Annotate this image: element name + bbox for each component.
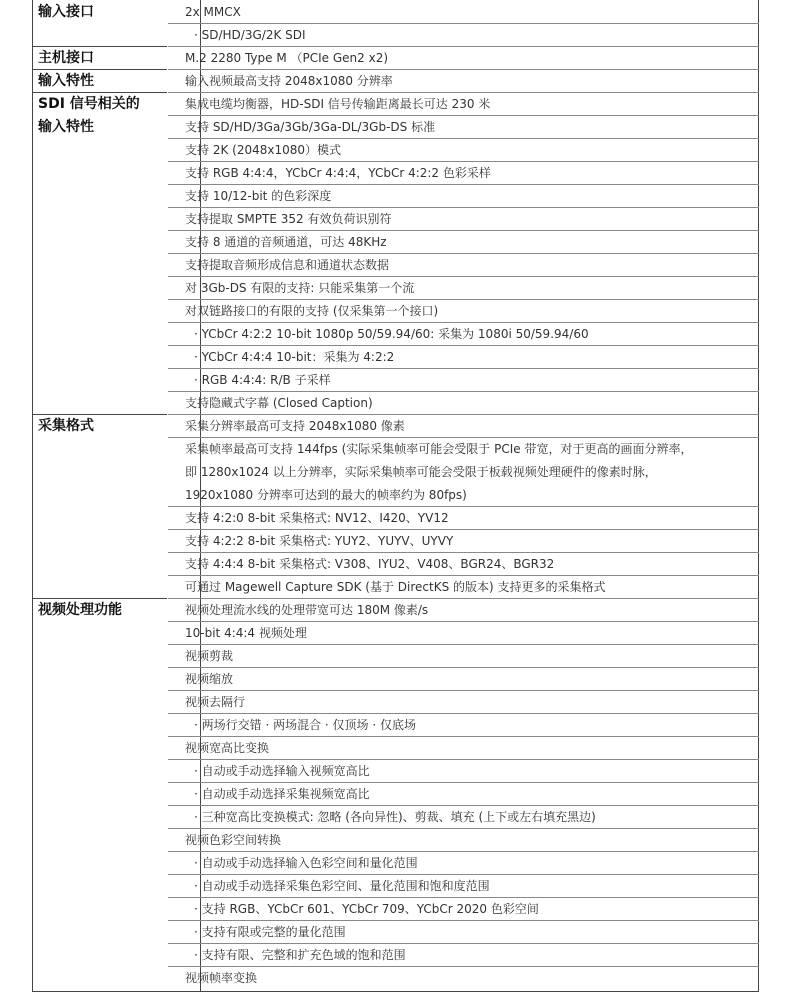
spec-value-row (168, 208, 759, 231)
spec-value-row (168, 553, 759, 576)
spec-value-row (168, 254, 759, 277)
spec-value-line: 视频宽高比变换 (185, 741, 270, 755)
spec-label (32, 70, 167, 93)
spec-value-line: 对 3Gb-DS 有限的支持: 只能采集第一个流 (185, 281, 415, 295)
spec-value-line: 2x MMCX (185, 5, 241, 19)
spec-label-line: SDI 信号相关的 (38, 96, 140, 112)
spec-label-line: 主机接口 (38, 50, 94, 66)
spec-value-line: 支持 2K (2048x1080）模式 (185, 143, 341, 157)
spec-label-line: 输入特性 (38, 73, 94, 89)
spec-value-row (168, 760, 759, 783)
spec-value-row (168, 24, 759, 47)
spec-value-row (168, 829, 759, 852)
spec-value-line: · 支持 RGB、YCbCr 601、YCbCr 709、YCbCr 2020 色彩空间 (194, 902, 539, 916)
spec-label (32, 599, 167, 990)
spec-value-row (168, 622, 759, 645)
spec-value-row (168, 369, 759, 392)
spec-value-line: 对双链路接口的有限的支持 (仅采集第一个接口) (185, 304, 439, 318)
spec-value-row (168, 162, 759, 185)
spec-value-line: 支持 4:4:4 8-bit 采集格式: V308、IYU2、V408、BGR24、BGR32 (185, 557, 555, 571)
spec-value-line: 视频处理流水线的处理带宽可达 180M 像素/s (185, 603, 429, 617)
spec-value-line: · 两场行交错 · 两场混合 · 仅顶场 · 仅底场 (194, 718, 416, 732)
spec-value-row (168, 70, 759, 93)
spec-value-line: 支持 8 通道的音频通道，可达 48KHz (185, 235, 387, 249)
spec-value-line: 支持隐藏式字幕 (Closed Caption) (185, 396, 373, 410)
spec-value-row (168, 139, 759, 162)
spec-value-row (168, 47, 759, 70)
spec-value-line: 可通过 Magewell Capture SDK (基于 DirectKS 的版本) 支持更多的采集格式 (185, 580, 606, 594)
spec-value-row (168, 300, 759, 323)
spec-value-line: · YCbCr 4:4:4 10-bit：采集为 4:2:2 (194, 350, 395, 364)
spec-label-line: 视频处理功能 (38, 602, 122, 618)
spec-value-line: 支持 SD/HD/3Ga/3Gb/3Ga-DL/3Gb-DS 标准 (185, 120, 436, 134)
spec-value-line: 支持提取 SMPTE 352 有效负荷识别符 (185, 212, 392, 226)
spec-value-line: 视频帧率变换 (185, 971, 258, 985)
spec-value-line: · 自动或手动选择输入色彩空间和量化范围 (194, 856, 418, 870)
spec-value-row (168, 645, 759, 668)
spec-value-row (168, 668, 759, 691)
spec-label (32, 1, 167, 47)
spec-label (32, 415, 167, 599)
spec-value-line: 集成电缆均衡器，HD-SDI 信号传输距离最长可达 230 米 (185, 97, 491, 111)
spec-value-line: 1920x1080 分辨率可达到的最大的帧率约为 80fps) (185, 488, 467, 502)
spec-value-row (168, 852, 759, 875)
spec-value-line: · 支持有限或完整的量化范围 (194, 925, 346, 939)
spec-value-row (168, 507, 759, 530)
spec-value-row (168, 921, 759, 944)
spec-value-row (168, 806, 759, 829)
spec-value-row (168, 783, 759, 806)
spec-value-line: · 自动或手动选择采集视频宽高比 (194, 787, 370, 801)
spec-value-line: 输入视频最高支持 2048x1080 分辨率 (185, 74, 393, 88)
spec-value-line: 视频缩放 (185, 672, 234, 686)
spec-value-row (168, 346, 759, 369)
spec-label-line: 输入接口 (38, 4, 94, 20)
spec-value-row (168, 277, 759, 300)
spec-value-row (168, 438, 759, 507)
spec-value-row (168, 576, 759, 599)
spec-value-row (168, 415, 759, 438)
spec-value-row (168, 530, 759, 553)
spec-label (32, 47, 167, 70)
spec-value-line: 视频剪裁 (185, 649, 234, 663)
spec-value-line: · 自动或手动选择输入视频宽高比 (194, 764, 370, 778)
spec-value-line: · 自动或手动选择采集色彩空间、量化范围和饱和度范围 (194, 879, 490, 893)
spec-value-line: 视频去隔行 (185, 695, 246, 709)
spec-value-line: 支持提取音频形成信息和通道状态数据 (185, 258, 390, 272)
spec-value-line: 10-bit 4:4:4 视频处理 (185, 626, 307, 640)
spec-value-row (168, 875, 759, 898)
spec-value-line: 支持 4:2:0 8-bit 采集格式: NV12、I420、YV12 (185, 511, 449, 525)
spec-value-row (168, 691, 759, 714)
spec-value-line: 支持 4:2:2 8-bit 采集格式: YUY2、YUYV、UYVY (185, 534, 454, 548)
spec-label (32, 93, 167, 415)
spec-label-line: 采集格式 (38, 418, 94, 434)
spec-value-line: · 支持有限、完整和扩充色域的饱和范围 (194, 948, 406, 962)
spec-value-row (168, 898, 759, 921)
spec-value-row (168, 231, 759, 254)
spec-value-line: 采集帧率最高可支持 144fps (实际采集帧率可能会受限于 PCIe 带宽，对于更高的画面分辨率， (185, 442, 693, 456)
spec-value-line: 采集分辨率最高可支持 2048x1080 像素 (185, 419, 405, 433)
spec-value-line: · SD/HD/3G/2K SDI (194, 28, 306, 42)
spec-value-row (168, 944, 759, 967)
spec-label-line: 输入特性 (38, 119, 94, 135)
spec-value-line: · RGB 4:4:4: R/B 子采样 (194, 373, 331, 387)
spec-value-line: 视频色彩空间转换 (185, 833, 282, 847)
spec-value-line: · 三种宽高比变换模式: 忽略 (各向异性)、剪裁、填充 (上下或左右填充黑边) (194, 810, 596, 824)
spec-value-line: 支持 10/12-bit 的色彩深度 (185, 189, 332, 203)
spec-value-line: 即 1280x1024 以上分辨率，实际采集帧率可能会受限于板载视频处理硬件的像素时脉， (185, 465, 657, 479)
spec-value-row (168, 714, 759, 737)
spec-value-row (168, 323, 759, 346)
spec-value-row (168, 1, 759, 24)
spec-value-row (168, 599, 759, 622)
spec-value-row (168, 116, 759, 139)
spec-value-row (168, 737, 759, 760)
spec-value-line: 支持 RGB 4:4:4，YCbCr 4:4:4，YCbCr 4:2:2 色彩采样 (185, 166, 491, 180)
spec-value-row (168, 185, 759, 208)
spec-value-row (168, 392, 759, 415)
spec-value-row (168, 93, 759, 116)
spec-value-line: M.2 2280 Type M （PCIe Gen2 x2) (185, 51, 389, 65)
spec-value-row (168, 967, 759, 990)
spec-value-line: · YCbCr 4:2:2 10-bit 1080p 50/59.94/60: 采集为 1080i 50/59.94/60 (194, 327, 589, 341)
